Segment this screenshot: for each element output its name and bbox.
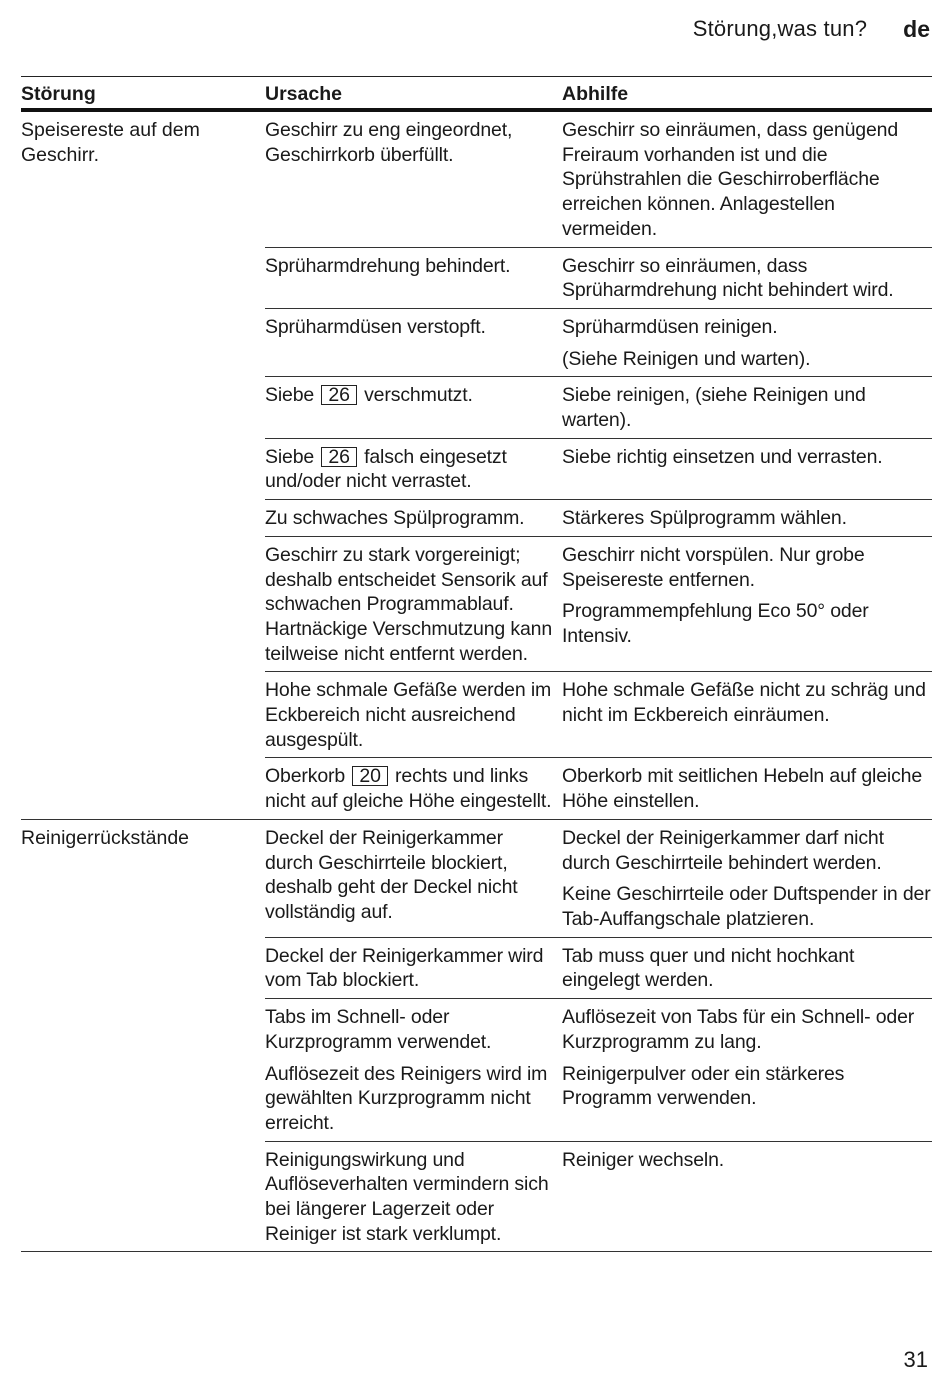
- section-title: Störung,was tun?: [692, 16, 868, 41]
- cause-cell: [265, 315, 562, 371]
- cause-text-post: verschmutzt.: [364, 384, 473, 407]
- table-row: [265, 998, 932, 1141]
- language-code: de: [903, 15, 930, 42]
- column-header-cause: Ursache: [265, 83, 342, 105]
- remedy-text: Deckel der Reinigerkammer darf nicht durch Geschirrteile behindert werden.: [562, 826, 884, 874]
- remedy-text: Sprüharmdüsen reinigen.: [562, 315, 778, 338]
- cause-text: Auflösezeit des Reinigers wird im gewählten Kurzprogramm nicht erreicht.: [265, 1062, 548, 1134]
- cause-cell: [265, 506, 562, 531]
- cause-text: Hohe schmale Gefäße werden im Eckbereich nicht ausreichend ausgespült.: [265, 679, 552, 751]
- column-header-remedy: Abhilfe: [562, 83, 629, 105]
- remedy-text: Geschirr nicht vorspülen. Nur grobe Speisereste entfernen.: [562, 543, 865, 591]
- remedy-text: Stärkeres Spülprogramm wählen.: [562, 507, 847, 530]
- table-header: [21, 76, 932, 112]
- part-reference-number: 26: [321, 447, 356, 467]
- cause-text: Geschirr zu eng eingeordnet, Geschirrkorb überfüllt.: [265, 119, 513, 166]
- remedy-cell: [562, 383, 932, 432]
- cause-text-pre: Siebe: [265, 384, 315, 407]
- part-reference-number: 20: [352, 766, 387, 786]
- problem-label: Reinigerrückstände: [21, 826, 190, 849]
- remedy-cell: [562, 543, 932, 667]
- table-row: [265, 376, 932, 437]
- remedy-cell: [562, 445, 932, 494]
- cause-text: Geschirr zu stark vorgereinigt; deshalb entscheidet Sensorik auf schwachen Programmablauf. Hartnäckige Verschmutzung kann teilweise nicht entfernt werden.: [265, 543, 553, 665]
- problem-group: [21, 820, 932, 1253]
- cause-cell: [265, 826, 562, 932]
- cause-cell: [265, 1005, 562, 1136]
- remedy-text: (Siehe Reinigen und warten).: [562, 347, 811, 370]
- remedy-cell: [562, 506, 932, 531]
- cause-cell: [265, 254, 562, 303]
- problem-group: [21, 112, 932, 820]
- column-header-problem: Störung: [21, 83, 96, 105]
- remedy-text: Reiniger wechseln.: [562, 1148, 725, 1171]
- table-row: [265, 937, 932, 998]
- page-number: 31: [903, 1347, 928, 1372]
- cause-text: [265, 383, 556, 408]
- cause-text-pre: Oberkorb: [265, 765, 346, 788]
- remedy-cell: [562, 315, 932, 371]
- remedy-cell: [562, 1005, 932, 1136]
- remedy-cell: [562, 1148, 932, 1247]
- remedy-text: Hohe schmale Gefäße nicht zu schräg und nicht im Eckbereich einräumen.: [562, 679, 926, 727]
- remedy-text: Keine Geschirrteile oder Duftspender in der Tab-Auffangschale platzieren.: [562, 883, 931, 930]
- cause-text-post: falsch eingesetzt und/oder nicht verrastet.: [265, 445, 507, 493]
- cause-cell: [265, 445, 562, 494]
- cause-text: Sprüharmdrehung behindert.: [265, 254, 511, 277]
- remedy-text: Oberkorb mit seitlichen Hebeln auf gleiche Höhe einstellen.: [562, 765, 923, 813]
- cause-cell: [265, 944, 562, 993]
- table-row: [265, 247, 932, 308]
- page-header: [693, 12, 930, 46]
- troubleshooting-table: [21, 76, 932, 1252]
- cause-text-post: rechts und links nicht auf gleiche Höhe eingestellt.: [265, 765, 552, 813]
- remedy-cell: [562, 118, 932, 242]
- remedy-cell: [562, 254, 932, 303]
- table-row: [265, 536, 932, 672]
- remedy-text: Geschirr so einräumen, dass genügend Freiraum vorhanden ist und die Sprühstrahlen die Geschirroberfläche erreichen können. Anlagestellen vermeiden.: [562, 119, 899, 240]
- cause-text: Deckel der Reinigerkammer wird vom Tab blockiert.: [265, 944, 544, 992]
- cause-text: Tabs im Schnell- oder Kurzprogramm verwendet.: [265, 1006, 492, 1053]
- cause-cell: [265, 1148, 562, 1247]
- remedy-text: Siebe richtig einsetzen und verrasten.: [562, 445, 883, 468]
- table-row: [265, 820, 932, 937]
- cause-cell: [265, 764, 562, 813]
- cause-text: Reinigungswirkung und Auflöseverhalten vermindern sich bei längerer Lagerzeit oder Reiniger ist stark verklumpt.: [265, 1148, 549, 1245]
- remedy-text: Siebe reinigen, (siehe Reinigen und warten).: [562, 384, 866, 432]
- remedy-text: Programmempfehlung Eco 50° oder Intensiv.: [562, 600, 869, 647]
- problem-label: Speisereste auf dem Geschirr.: [21, 119, 200, 166]
- table-row: [265, 438, 932, 499]
- table-row: [265, 308, 932, 376]
- table-row: [265, 671, 932, 757]
- cause-text-pre: Siebe: [265, 445, 315, 468]
- cause-cell: [265, 118, 562, 242]
- remedy-text: Auflösezeit von Tabs für ein Schnell- oder Kurzprogramm zu lang.: [562, 1006, 915, 1053]
- table-row: [265, 757, 932, 818]
- part-reference-number: 26: [321, 385, 356, 405]
- table-row: [265, 499, 932, 536]
- cause-text: [265, 764, 556, 813]
- remedy-text: Geschirr so einräumen, dass Sprüharmdrehung nicht behindert wird.: [562, 254, 894, 302]
- cause-cell: [265, 543, 562, 667]
- table-body: [21, 112, 932, 1252]
- remedy-text: Reinigerpulver oder ein stärkeres Programm verwenden.: [562, 1062, 845, 1110]
- cause-text: Sprüharmdüsen verstopft.: [265, 315, 486, 338]
- cause-cell: [265, 678, 562, 752]
- remedy-cell: [562, 764, 932, 813]
- cause-text: Deckel der Reinigerkammer durch Geschirrteile blockiert, deshalb geht der Deckel nicht vollständig auf.: [265, 826, 518, 923]
- table-row: [265, 112, 932, 247]
- remedy-cell: [562, 944, 932, 993]
- cause-text: [265, 445, 556, 494]
- remedy-cell: [562, 678, 932, 752]
- table-row: [265, 1141, 932, 1252]
- cause-text: Zu schwaches Spülprogramm.: [265, 507, 525, 530]
- cause-cell: [265, 383, 562, 432]
- remedy-cell: [562, 826, 932, 932]
- remedy-text: Tab muss quer und nicht hochkant eingelegt werden.: [562, 944, 855, 992]
